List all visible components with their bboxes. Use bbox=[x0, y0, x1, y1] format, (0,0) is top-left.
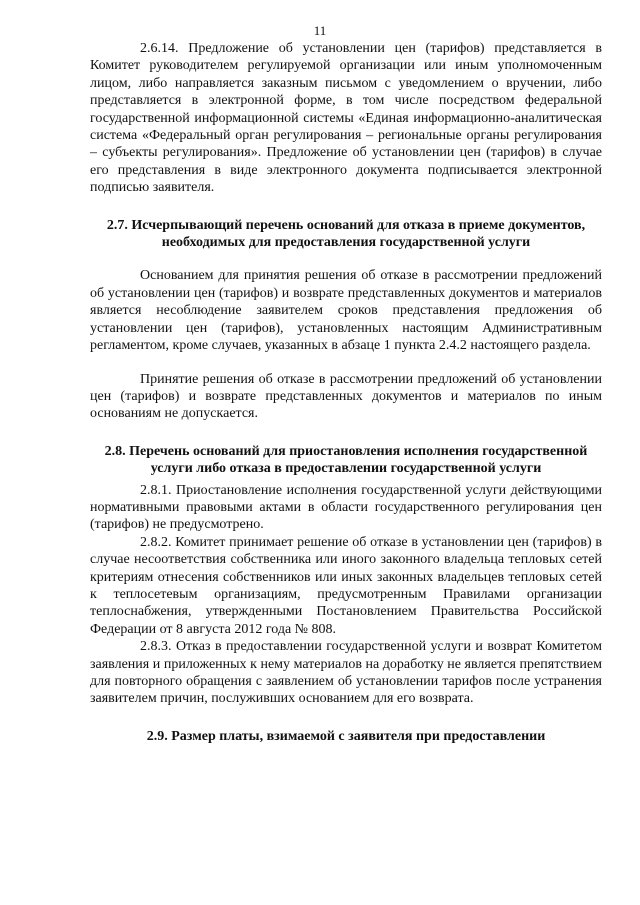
heading-2-8: 2.8. Перечень оснований для приостановления исполнения государственной услуги либо отказа в предоставлении государственной услуги bbox=[104, 443, 588, 477]
paragraph-2-6-14: 2.6.14. Предложение об установлении цен (тарифов) представляется в Комитет руководителем регулируемой организации или иным уполномоченным лицом, либо направляется заказным письмом с уведомлением о вручении, либо представляется в электронной форме, в том числе посредством федеральной государственной информационной системы «Единая информационно-аналитическая система «Федеральный орган регулирования – региональные органы регулирования – субъекты регулирования». Предложение об установлении цен (тарифов) в случае его представления в виде электронного документа подписывается электронной подписью заявителя. bbox=[90, 41, 602, 196]
paragraph-2-7-grounds: Основанием для принятия решения об отказе в рассмотрении предложений об установлении цен (тарифов) и возврате представленных документов и материалов является несоблюдение заявителем сроков представления предложения об установлении цен (тарифов), установленных настоящим Административным регламентом, кроме случаев, указанных в абзаце 1 пункта 2.4.2 настоящего раздела. bbox=[90, 268, 602, 354]
paragraph-2-8-1: 2.8.1. Приостановление исполнения государственной услуги действующими нормативными правовыми актами в области государственного регулирования цен (тарифов) не предусмотрено. bbox=[90, 482, 602, 533]
page-number: 11 bbox=[313, 23, 327, 38]
paragraph-2-7-other-grounds: Принятие решения об отказе в рассмотрении предложений об установлении цен (тарифов) и возврате представленных документов и материалов по иным основаниям не допускается. bbox=[90, 371, 602, 422]
paragraph-2-8-2: 2.8.2. Комитет принимает решение об отказе в установлении цен (тарифов) в случае несоответствия собственника или иного законного владельца тепловых сетей критериям отнесения собственников или иных законных владельцев тепловых сетей к теплосетевым организациям, предусмотренным Правилами организации теплоснабжения, утвержденными Постановлением Правительства Российской Федерации от 8 августа 2012 года № 808. bbox=[90, 534, 602, 637]
paragraph-2-8-3: 2.8.3. Отказ в предоставлении государственной услуги и возврат Комитетом заявления и приложенных к нему материалов на доработку не является препятствием для повторного обращения с заявлением об установлении тарифов после устранения заявителем причин, послуживших основанием для его возврата. bbox=[90, 639, 602, 707]
heading-2-7: 2.7. Исчерпывающий перечень оснований для отказа в приеме документов, необходимых для предоставления государственной услуги bbox=[106, 217, 586, 251]
heading-2-9: 2.9. Размер платы, взимаемой с заявителя при предоставлении bbox=[146, 728, 546, 744]
document-body bbox=[90, 40, 602, 745]
